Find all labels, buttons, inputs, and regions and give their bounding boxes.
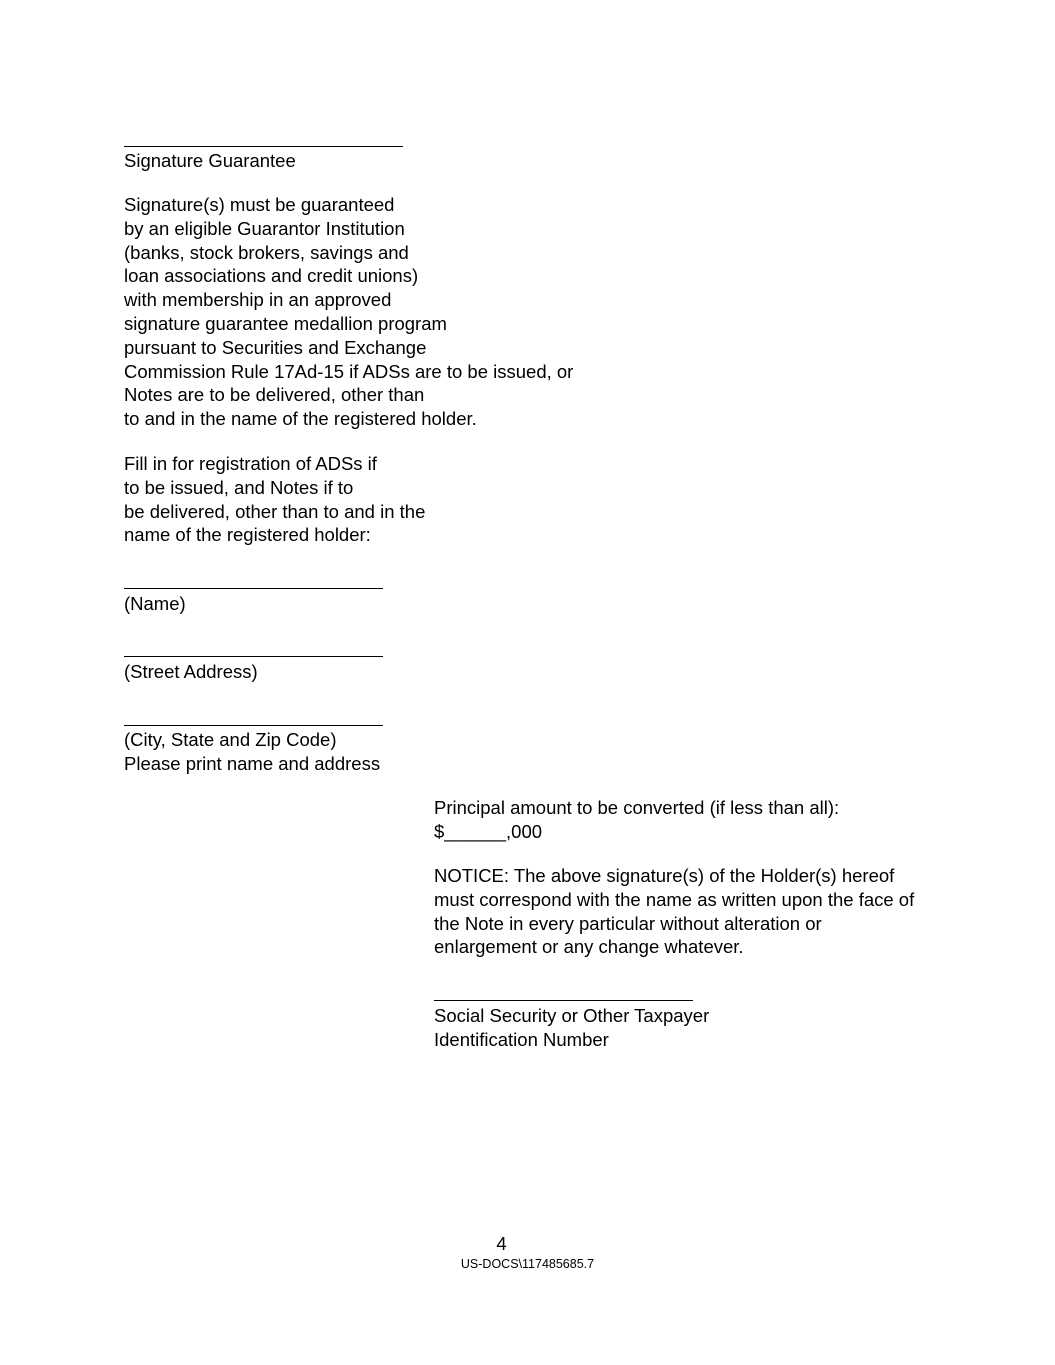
- guarantee-line: signature guarantee medallion program: [124, 312, 447, 334]
- guarantee-line: by an eligible Guarantor Institution: [124, 217, 405, 239]
- name-label: (Name): [124, 593, 186, 614]
- principal-label: Principal amount to be converted (if less than all):: [434, 797, 840, 818]
- city-state-zip-line: [124, 725, 383, 726]
- registration-line: Fill in for registration of ADSs if: [124, 453, 377, 474]
- guarantee-line: (banks, stock brokers, savings and: [124, 241, 409, 263]
- signature-guarantee-label: Signature Guarantee: [124, 150, 296, 171]
- registration-line: name of the registered holder:: [124, 524, 371, 546]
- street-address-line: [124, 656, 383, 657]
- document-id: US-DOCS\117485685.7: [460, 1257, 595, 1271]
- taxpayer-label-line: Identification Number: [434, 1028, 609, 1050]
- street-address-block: [124, 660, 258, 684]
- registration-line: to be issued, and Notes if to: [124, 476, 354, 498]
- name-line: [124, 588, 383, 589]
- print-note: Please print name and address: [124, 752, 381, 774]
- guarantee-line: to and in the name of the registered holder.: [124, 408, 477, 430]
- street-address-label: (Street Address): [124, 661, 258, 682]
- city-state-zip-block: [124, 728, 380, 776]
- signature-guarantee-block: [124, 149, 296, 173]
- taxpayer-id-block: [434, 1004, 709, 1052]
- taxpayer-id-line: [434, 1000, 693, 1001]
- registration-line: be delivered, other than to and in the: [124, 500, 426, 522]
- guarantee-line: Signature(s) must be guaranteed: [124, 194, 395, 215]
- guarantee-line: Commission Rule 17Ad-15 if ADSs are to be issued, or: [124, 360, 574, 382]
- guarantee-line: Notes are to be delivered, other than: [124, 384, 425, 406]
- notice-line: NOTICE: The above signature(s) of the Holder(s) hereof: [434, 865, 895, 886]
- guarantee-line: loan associations and credit unions): [124, 265, 419, 287]
- guarantee-line: pursuant to Securities and Exchange: [124, 336, 427, 358]
- guarantee-line: with membership in an approved: [124, 289, 392, 311]
- city-state-zip-label: (City, State and Zip Code): [124, 729, 337, 750]
- principal-amount: $______,000: [434, 820, 543, 842]
- notice-paragraph: [434, 864, 914, 959]
- principal-block: [434, 796, 839, 844]
- page-number: 4: [496, 1233, 507, 1254]
- registration-paragraph: [124, 452, 425, 547]
- guarantee-paragraph: [124, 193, 573, 431]
- notice-line: enlargement or any change whatever.: [434, 936, 744, 958]
- taxpayer-label-line: Social Security or Other Taxpayer: [434, 1005, 710, 1026]
- name-block: [124, 592, 186, 616]
- notice-line: must correspond with the name as written upon the face of: [434, 888, 915, 910]
- signature-guarantee-line: [124, 146, 403, 147]
- notice-line: the Note in every particular without alteration or: [434, 912, 822, 934]
